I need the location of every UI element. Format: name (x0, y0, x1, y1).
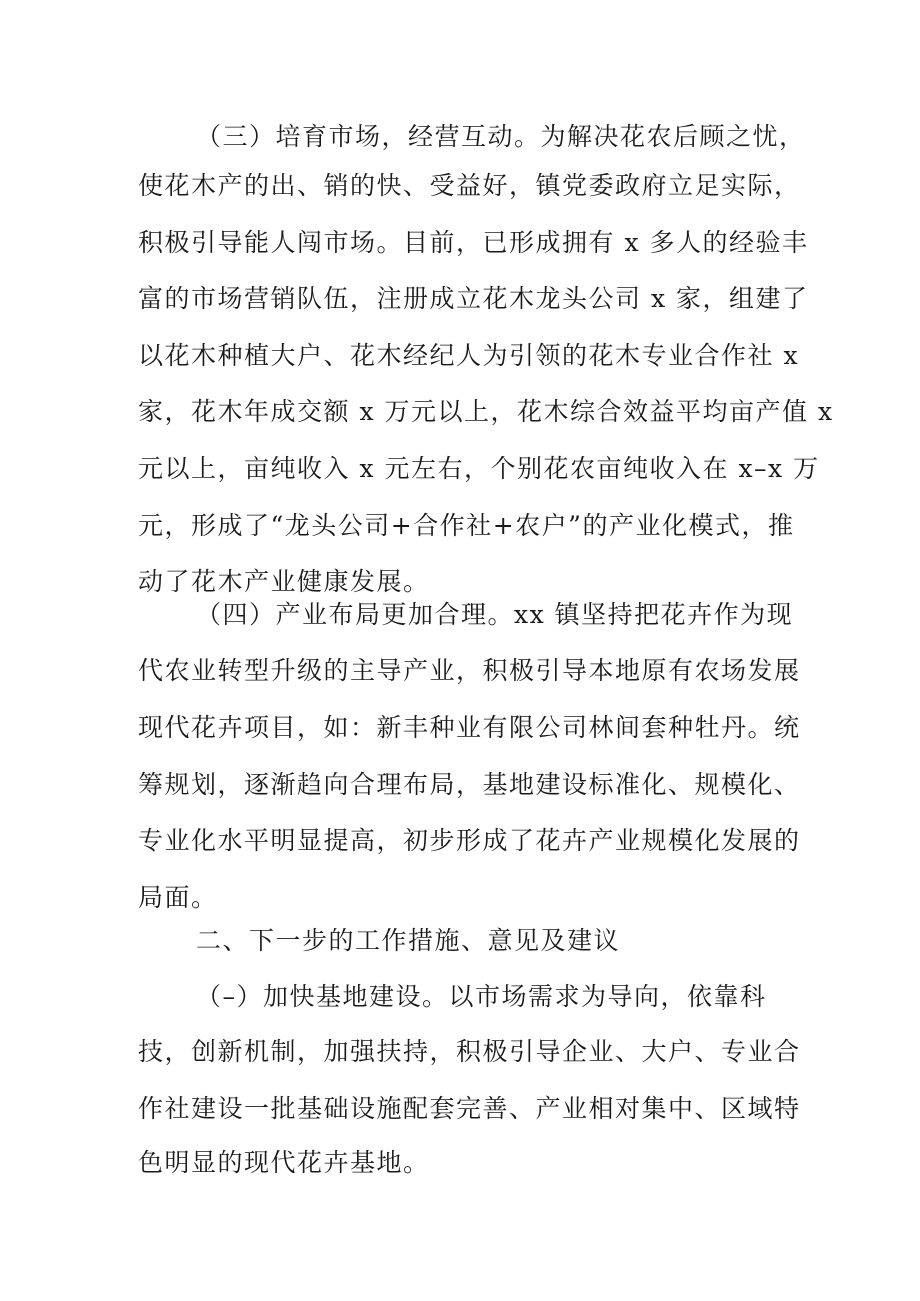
text-line: 局面。 (138, 883, 218, 912)
section-heading: 二、下一步的工作措施、意见及建议 (196, 926, 621, 955)
text-line: 家，花木年成交额 x 万元以上，花木综合效益平均亩产值 x (138, 397, 834, 426)
text-line: 代农业转型升级的主导产业，积极引导本地原有农场发展 (138, 656, 801, 685)
text-line: （–）加快基地建设。以市场需求为导向，依靠科 (196, 982, 767, 1011)
text-line: （四）产业布局更加合理。xx 镇坚持把花卉作为现 (196, 600, 794, 629)
text-line: 元，形成了“龙头公司+合作社+农户”的产业化模式，推 (138, 511, 795, 540)
text-line: 技，创新机制，加强扶持，积极引导企业、大户、专业合 (138, 1037, 801, 1066)
text-line: 筹规划，逐渐趋向合理布局，基地建设标准化、规模化、 (138, 770, 801, 799)
text-line: 元以上，亩纯收入 x 元左右，个别花农亩纯收入在 x–x 万 (138, 454, 820, 483)
text-line: 以花木种植大户、花木经纪人为引领的花木专业合作社 x (138, 341, 800, 370)
text-line: 积极引导能人闯市场。目前，已形成拥有 x 多人的经验丰 (138, 228, 809, 257)
text-line: 使花木产的出、销的快、受益好，镇党委政府立足实际， (138, 171, 801, 200)
text-line: （三）培育市场，经营互动。为解决花农后顾之忧， (196, 122, 806, 151)
text-line: 专业化水平明显提高，初步形成了花卉产业规模化发展的 (138, 826, 801, 855)
text-line: 富的市场营销队伍，注册成立花木龙头公司 x 家，组建了 (138, 284, 809, 313)
text-line: 色明显的现代花卉基地。 (138, 1148, 430, 1177)
text-line: 现代花卉项目，如：新丰种业有限公司林间套种牡丹。统 (138, 713, 801, 742)
text-line: 动了花木产业健康发展。 (138, 567, 430, 596)
text-line: 作社建设一批基础设施配套完善、产业相对集中、区域特 (138, 1094, 801, 1123)
